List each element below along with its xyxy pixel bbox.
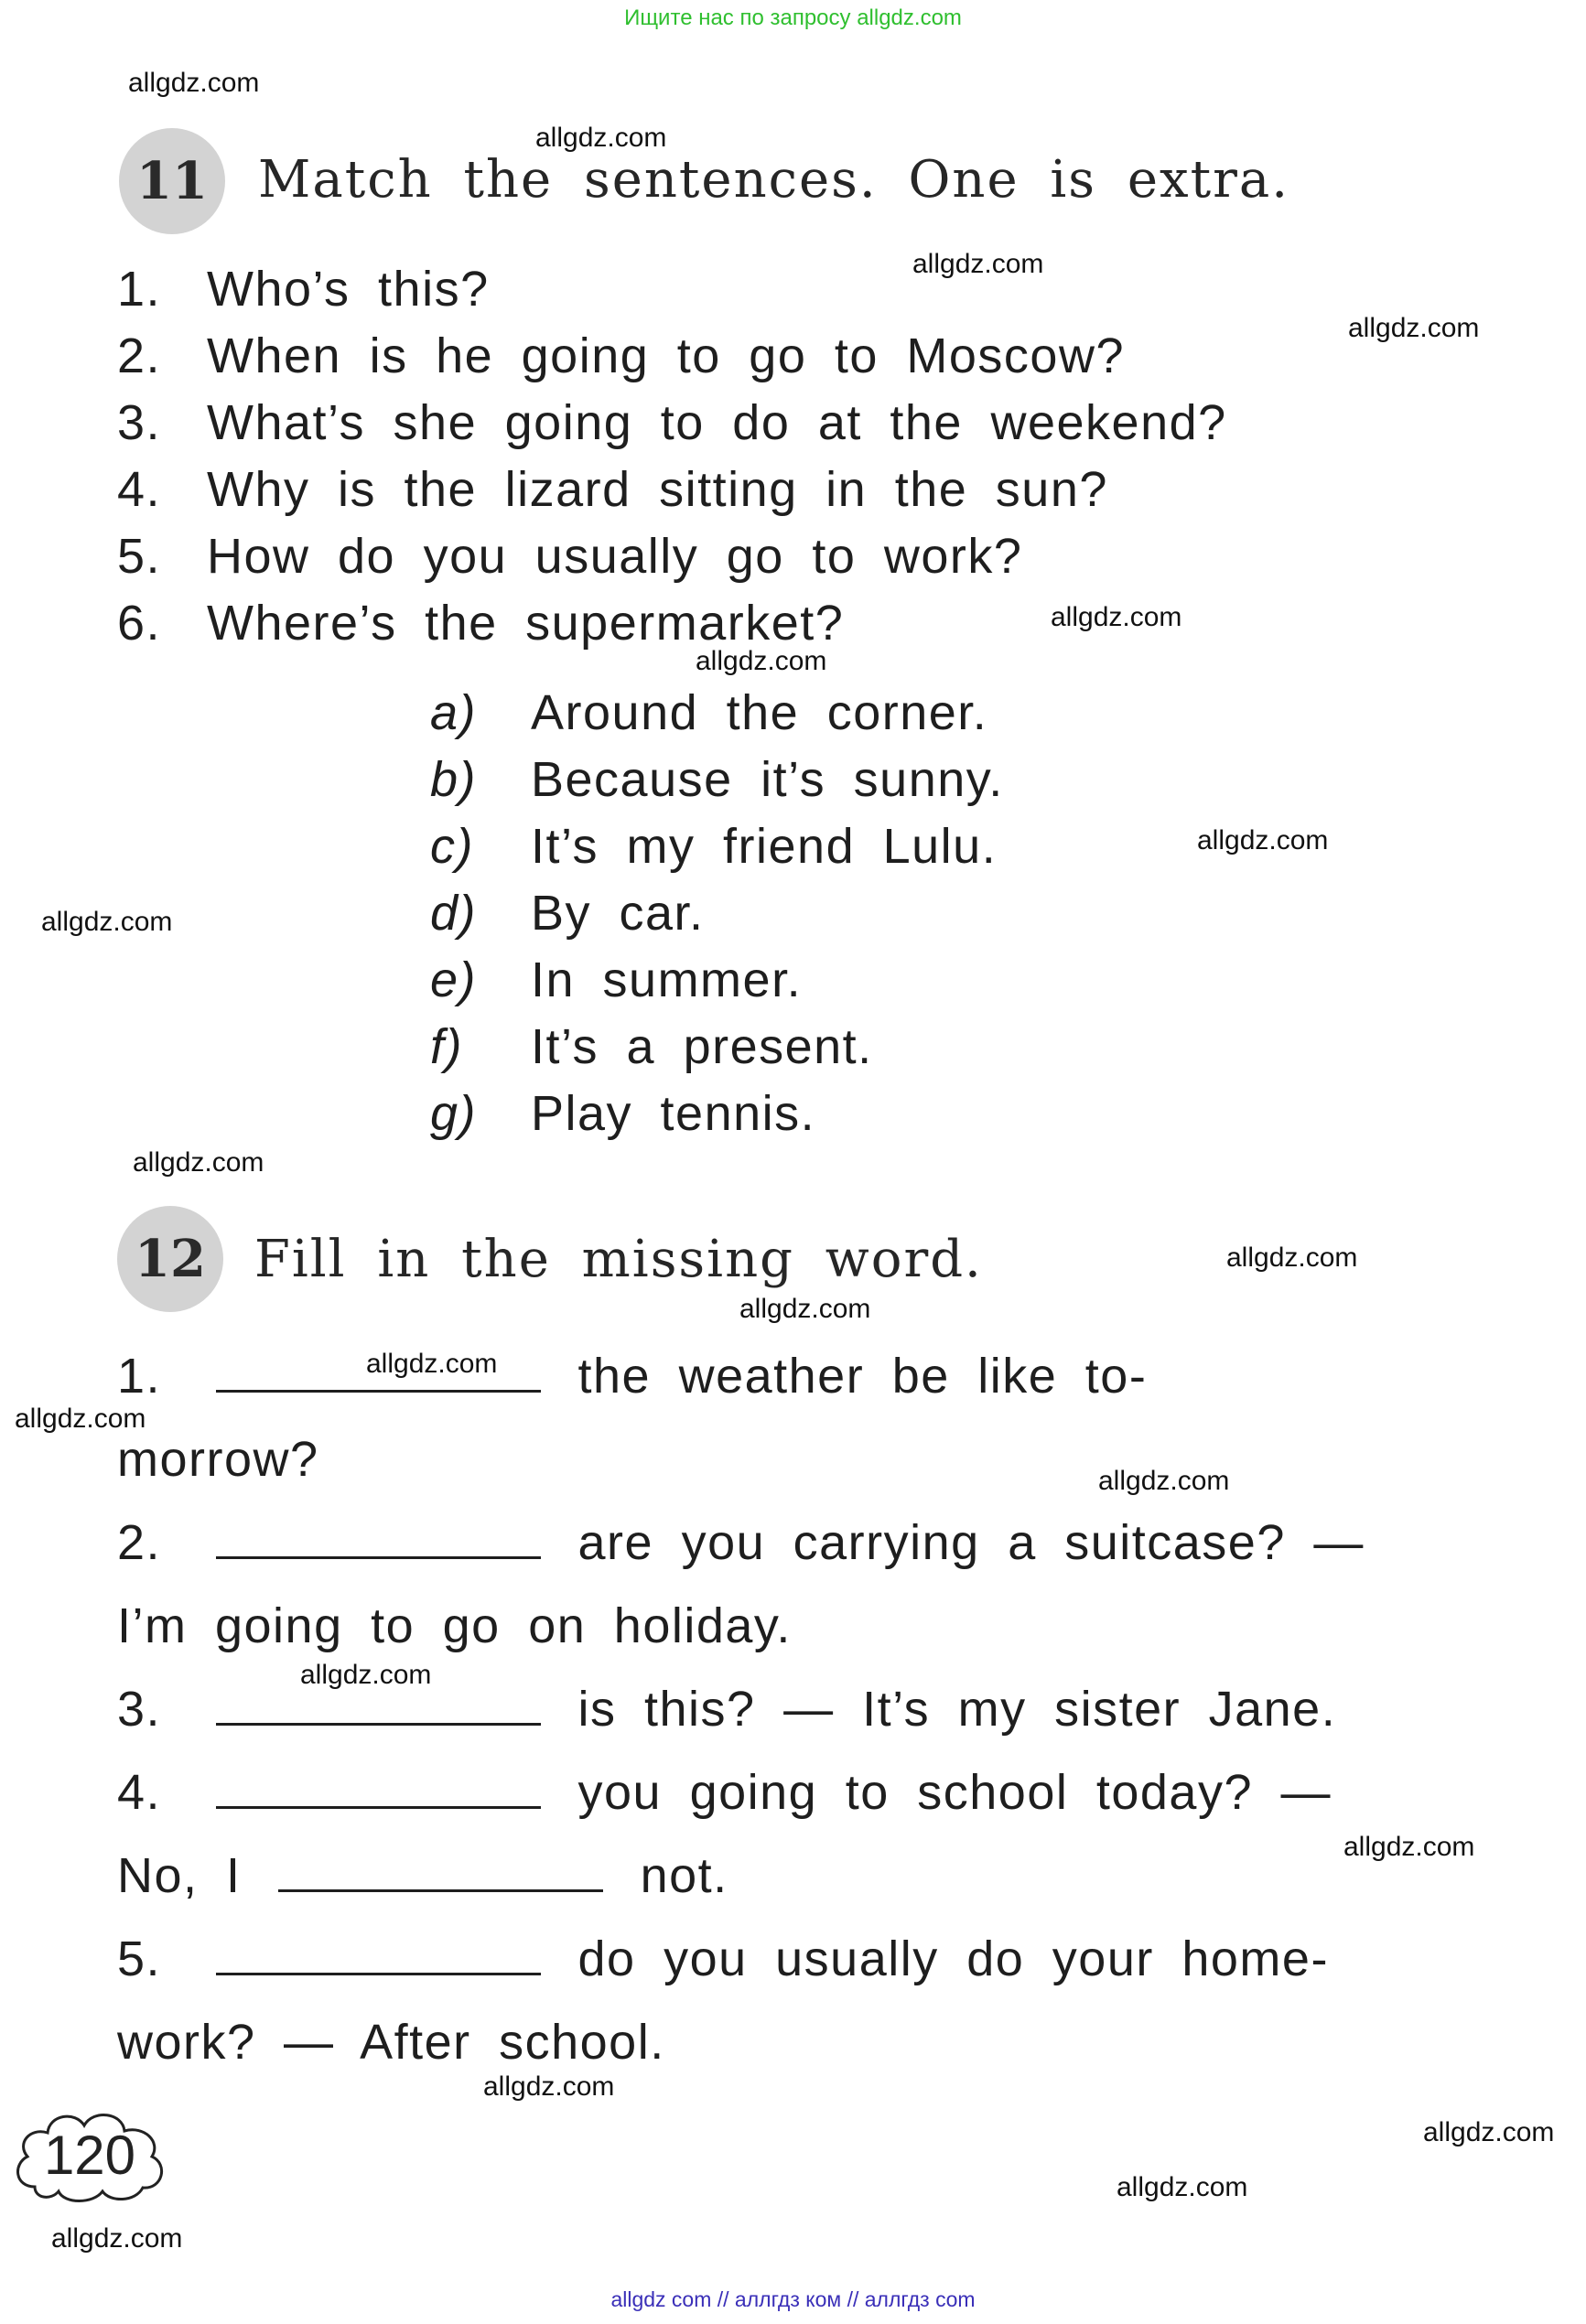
answer-g: g) Play tennis.: [430, 1086, 816, 1141]
watermark: allgdz.com: [696, 646, 827, 676]
watermark: allgdz.com: [1226, 1243, 1358, 1273]
question-4: 4. Why is the lizard sitting in the sun?: [117, 462, 1108, 517]
watermark: allgdz.com: [51, 2223, 183, 2254]
fill-item-1: 1. the weather be like to-: [117, 1349, 1148, 1404]
top-banner[interactable]: Ищите нас по запросу allgdz.com: [624, 5, 962, 30]
fill-item-1-cont: morrow?: [117, 1432, 319, 1487]
fill-item-2-cont: I’m going to go on holiday.: [117, 1598, 792, 1653]
question-1: 1. Who’s this?: [117, 262, 490, 317]
watermark: allgdz.com: [41, 907, 173, 937]
fill-item-5: 5. do you usually do your home-: [117, 1931, 1329, 1986]
answer-blank[interactable]: [216, 1520, 541, 1559]
question-5: 5. How do you usually go to work?: [117, 529, 1023, 584]
exercise-11-badge: 11: [119, 128, 225, 234]
watermark: allgdz.com: [1348, 313, 1480, 343]
answer-d: d) By car.: [430, 886, 705, 941]
exercise-12-badge: 12: [117, 1206, 223, 1312]
question-2: 2. When is he going to go to Moscow?: [117, 328, 1125, 383]
answer-f: f) It’s a present.: [430, 1019, 873, 1074]
watermark: allgdz.com: [739, 1294, 871, 1324]
page-number-badge: [7, 2100, 172, 2210]
answer-e: e) In summer.: [430, 952, 803, 1007]
answer-b: b) Because it’s sunny.: [430, 752, 1004, 807]
watermark: allgdz.com: [128, 68, 260, 98]
question-6: 6. Where’s the supermarket?: [117, 596, 845, 651]
watermark: allgdz.com: [366, 1349, 498, 1379]
watermark: allgdz.com: [1197, 825, 1329, 855]
watermark: allgdz.com: [483, 2071, 615, 2102]
answer-blank[interactable]: [216, 1770, 541, 1809]
answer-a: a) Around the corner.: [430, 685, 988, 740]
fill-item-4: 4. you going to school today? —: [117, 1765, 1332, 1820]
watermark: allgdz.com: [133, 1147, 264, 1178]
watermark: allgdz.com: [535, 123, 667, 153]
fill-item-4-cont: No, I not.: [117, 1848, 728, 1903]
watermark: allgdz.com: [1423, 2117, 1555, 2147]
page-number: 120: [43, 2124, 136, 2186]
answer-blank[interactable]: [278, 1853, 603, 1892]
answer-c: c) It’s my friend Lulu.: [430, 819, 998, 874]
watermark: allgdz.com: [1098, 1466, 1230, 1496]
watermark: allgdz.com: [1343, 1832, 1475, 1862]
watermark: allgdz.com: [300, 1660, 432, 1690]
fill-item-5-cont: work? — After school.: [117, 2015, 665, 2070]
bottom-banner[interactable]: allgdz com // аллгдз ком // аллгдз com: [610, 2287, 976, 2311]
fill-item-3: 3. is this? — It’s my sister Jane.: [117, 1682, 1337, 1737]
watermark: allgdz.com: [1117, 2172, 1248, 2202]
fill-item-2: 2. are you carrying a suitcase? —: [117, 1515, 1365, 1570]
watermark: allgdz.com: [1051, 602, 1182, 632]
exercise-12-title: Fill in the missing word.: [254, 1230, 983, 1289]
exercise-11-title: Match the sentences. One is extra.: [258, 150, 1290, 210]
watermark: allgdz.com: [912, 249, 1044, 279]
answer-blank[interactable]: [216, 1936, 541, 1975]
question-3: 3. What’s she going to do at the weekend?: [117, 395, 1227, 450]
answer-blank[interactable]: [216, 1686, 541, 1726]
watermark: allgdz.com: [15, 1404, 146, 1434]
